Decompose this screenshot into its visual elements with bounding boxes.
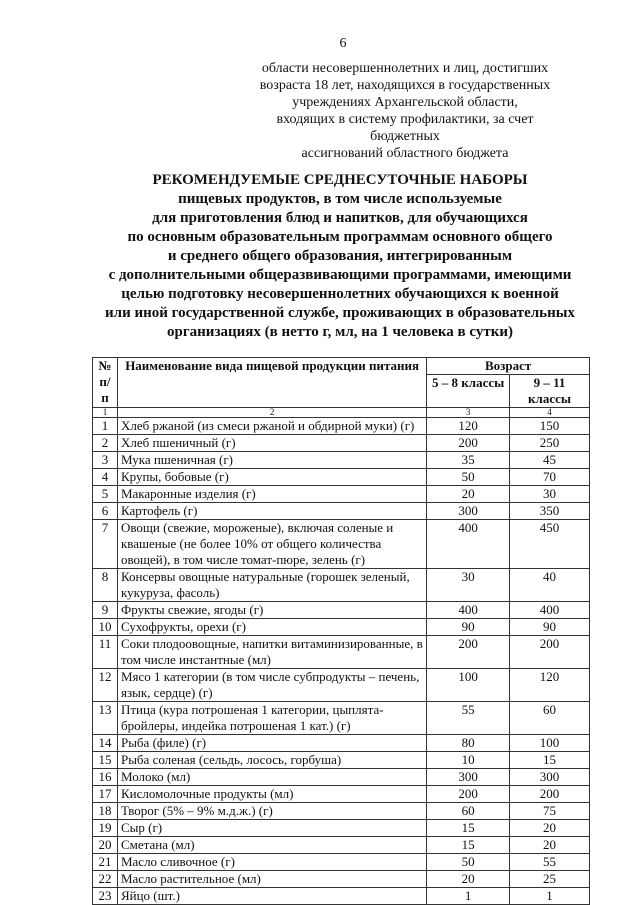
row-number: 20: [93, 837, 118, 854]
value-grades-9-11: 400: [510, 602, 590, 619]
table-row: [93, 702, 590, 735]
row-number: 7: [93, 520, 118, 569]
value-grades-5-8: 50: [427, 854, 510, 871]
value-grades-5-8: 120: [427, 418, 510, 435]
row-number: 5: [93, 486, 118, 503]
header-name: Наименование вида пищевой продукции питания: [117, 358, 426, 408]
title-line: для приготовления блюд и напитков, для обучающихся: [152, 210, 528, 226]
row-number: 15: [93, 752, 118, 769]
value-grades-9-11: 45: [510, 452, 590, 469]
row-number: 4: [93, 469, 118, 486]
document-title: [100, 171, 580, 342]
value-grades-5-8: 10: [427, 752, 510, 769]
table-row: [93, 602, 590, 619]
value-grades-5-8: 200: [427, 435, 510, 452]
table-row: [93, 786, 590, 803]
value-grades-9-11: 300: [510, 769, 590, 786]
row-number: 23: [93, 888, 118, 905]
title-line: или иной государственной службе, проживающих в образовательных: [105, 305, 575, 321]
value-grades-9-11: 55: [510, 854, 590, 871]
table-row: [93, 769, 590, 786]
table-row: [93, 452, 590, 469]
value-grades-9-11: 1: [510, 888, 590, 905]
row-number: 12: [93, 669, 118, 702]
row-number: 14: [93, 735, 118, 752]
product-name: Соки плодоовощные, напитки витаминизированные, в том числе инстантные (мл): [117, 636, 426, 669]
index-cell: 3: [427, 408, 510, 418]
title-line: РЕКОМЕНДУЕМЫЕ СРЕДНЕСУТОЧНЫЕ НАБОРЫ: [152, 172, 528, 188]
product-name: Кисломолочные продукты (мл): [117, 786, 426, 803]
title-line: целью подготовку несовершеннолетних обучающихся к военной: [121, 286, 559, 302]
product-name: Крупы, бобовые (г): [117, 469, 426, 486]
table-row: [93, 752, 590, 769]
product-name: Масло сливочное (г): [117, 854, 426, 871]
value-grades-5-8: 20: [427, 486, 510, 503]
value-grades-9-11: 30: [510, 486, 590, 503]
title-line: и среднего общего образования, интегрированным: [167, 248, 513, 264]
row-number: 19: [93, 820, 118, 837]
value-grades-5-8: 90: [427, 619, 510, 636]
value-grades-9-11: 20: [510, 837, 590, 854]
value-grades-5-8: 55: [427, 702, 510, 735]
table-row: [93, 803, 590, 820]
product-name: Сметана (мл): [117, 837, 426, 854]
table-row: [93, 837, 590, 854]
value-grades-9-11: 150: [510, 418, 590, 435]
table-row: [93, 888, 590, 905]
value-grades-5-8: 15: [427, 837, 510, 854]
product-name: Яйцо (шт.): [117, 888, 426, 905]
value-grades-5-8: 300: [427, 769, 510, 786]
value-grades-9-11: 350: [510, 503, 590, 520]
table-row: [93, 469, 590, 486]
value-grades-5-8: 30: [427, 569, 510, 602]
value-grades-9-11: 90: [510, 619, 590, 636]
row-number: 22: [93, 871, 118, 888]
page-number: 6: [339, 36, 347, 51]
intro-line: учреждениях Архангельской области,: [292, 95, 518, 110]
product-name: Рыба (филе) (г): [117, 735, 426, 752]
row-number: 17: [93, 786, 118, 803]
row-number: 21: [93, 854, 118, 871]
product-name: Хлеб пшеничный (г): [117, 435, 426, 452]
product-name: Сыр (г): [117, 820, 426, 837]
intro-line: области несовершеннолетних и лиц, достигших: [261, 61, 549, 76]
value-grades-9-11: 70: [510, 469, 590, 486]
value-grades-9-11: 200: [510, 636, 590, 669]
value-grades-5-8: 200: [427, 636, 510, 669]
value-grades-5-8: 300: [427, 503, 510, 520]
header-age: Возраст: [427, 358, 590, 375]
intro-line: ассигнований областного бюджета: [301, 146, 509, 161]
table-row: [93, 619, 590, 636]
product-name: Консервы овощные натуральные (горошек зеленый, кукуруза, фасоль): [117, 569, 426, 602]
intro-line: возраста 18 лет, находящихся в государственных: [259, 78, 551, 93]
product-name: Фрукты свежие, ягоды (г): [117, 602, 426, 619]
title-line: по основным образовательным программам основного общего: [127, 229, 553, 245]
table-row: [93, 871, 590, 888]
value-grades-9-11: 100: [510, 735, 590, 752]
table-row: [93, 520, 590, 569]
value-grades-9-11: 15: [510, 752, 590, 769]
table-row: [93, 669, 590, 702]
product-name: Макаронные изделия (г): [117, 486, 426, 503]
title-line: с дополнительными общеразвивающими программами, имеющими: [108, 267, 572, 283]
product-name: Сухофрукты, орехи (г): [117, 619, 426, 636]
product-name: Овощи (свежие, мороженые), включая соленые и квашеные (не более 10% от общего количества овощей), в том числе томат-пюре, зелень (г): [117, 520, 426, 569]
table-row: [93, 486, 590, 503]
value-grades-9-11: 200: [510, 786, 590, 803]
row-number: 3: [93, 452, 118, 469]
title-line: пищевых продуктов, в том числе используемые: [178, 191, 502, 207]
table-row: [93, 735, 590, 752]
table-row: [93, 418, 590, 435]
value-grades-5-8: 100: [427, 669, 510, 702]
product-name: Хлеб ржаной (из смеси ржаной и обдирной муки) (г): [117, 418, 426, 435]
row-number: 2: [93, 435, 118, 452]
product-name: Молоко (мл): [117, 769, 426, 786]
intro-line: входящих в систему профилактики, за счет бюджетных: [276, 112, 534, 144]
row-number: 11: [93, 636, 118, 669]
intro-text: [255, 60, 555, 162]
value-grades-5-8: 60: [427, 803, 510, 820]
value-grades-5-8: 15: [427, 820, 510, 837]
product-name: Мука пшеничная (г): [117, 452, 426, 469]
product-name: Масло растительное (мл): [117, 871, 426, 888]
table-row: [93, 435, 590, 452]
value-grades-9-11: 450: [510, 520, 590, 569]
product-name: Мясо 1 категории (в том числе субпродукты – печень, язык, сердце) (г): [117, 669, 426, 702]
value-grades-5-8: 1: [427, 888, 510, 905]
header-num: № п/п: [93, 358, 118, 408]
value-grades-5-8: 35: [427, 452, 510, 469]
value-grades-9-11: 20: [510, 820, 590, 837]
row-number: 8: [93, 569, 118, 602]
value-grades-5-8: 50: [427, 469, 510, 486]
table-row: [93, 636, 590, 669]
index-cell: 2: [117, 408, 426, 418]
row-number: 1: [93, 418, 118, 435]
row-number: 18: [93, 803, 118, 820]
food-norms-table: [92, 357, 590, 905]
value-grades-9-11: 75: [510, 803, 590, 820]
table-row: [93, 503, 590, 520]
title-line: организациях (в нетто г, мл, на 1 человека в сутки): [167, 324, 513, 340]
value-grades-5-8: 200: [427, 786, 510, 803]
product-name: Картофель (г): [117, 503, 426, 520]
row-number: 10: [93, 619, 118, 636]
table-row: [93, 820, 590, 837]
product-name: Рыба соленая (сельдь, лосось, горбуша): [117, 752, 426, 769]
row-number: 13: [93, 702, 118, 735]
index-cell: 1: [93, 408, 118, 418]
value-grades-5-8: 400: [427, 520, 510, 569]
row-number: 9: [93, 602, 118, 619]
value-grades-9-11: 120: [510, 669, 590, 702]
value-grades-5-8: 400: [427, 602, 510, 619]
index-cell: 4: [510, 408, 590, 418]
table-row: [93, 854, 590, 871]
row-number: 6: [93, 503, 118, 520]
product-name: Творог (5% – 9% м.д.ж.) (г): [117, 803, 426, 820]
value-grades-5-8: 80: [427, 735, 510, 752]
row-number: 16: [93, 769, 118, 786]
value-grades-9-11: 25: [510, 871, 590, 888]
value-grades-9-11: 60: [510, 702, 590, 735]
value-grades-9-11: 40: [510, 569, 590, 602]
table-row: [93, 569, 590, 602]
header-grades-5-8: 5 – 8 классы: [427, 375, 510, 408]
header-grades-9-11: 9 – 11 классы: [510, 375, 590, 408]
value-grades-9-11: 250: [510, 435, 590, 452]
value-grades-5-8: 20: [427, 871, 510, 888]
product-name: Птица (кура потрошеная 1 категории, цыплята-бройлеры, индейка потрошеная 1 кат.) (г): [117, 702, 426, 735]
